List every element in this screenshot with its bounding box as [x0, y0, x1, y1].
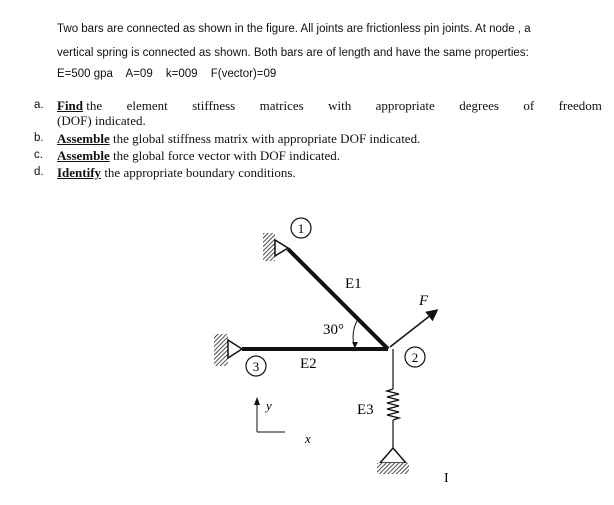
- task-a-word: matrices: [259, 98, 304, 113]
- prop-e: E=500 gpa: [57, 68, 113, 80]
- prop-f: F(vector)=09: [210, 68, 277, 80]
- coordinate-axes: [254, 397, 311, 446]
- task-a-word: of: [523, 98, 535, 113]
- task-c-verb: Assemble: [57, 148, 110, 163]
- task-c-text: the global force vector with DOF indicated.: [112, 148, 341, 163]
- task-a-word: element: [126, 98, 168, 113]
- task-a-word: the: [86, 98, 103, 113]
- wall-support-node-1: [263, 233, 288, 261]
- axis-y-label: y: [266, 398, 272, 413]
- force-arrow: [390, 311, 436, 347]
- spring-e3: [387, 349, 399, 448]
- text-cursor: I: [444, 471, 449, 486]
- task-b-marker: b.: [34, 132, 44, 144]
- angle-label: 30°: [323, 322, 344, 338]
- task-a-verb: Find: [57, 98, 84, 113]
- task-d-text: the appropriate boundary conditions.: [104, 165, 296, 180]
- node-1-label: 1: [297, 221, 305, 236]
- task-a-word: degrees: [459, 98, 499, 113]
- task-a-marker: a.: [34, 99, 44, 111]
- task-a-word: with: [328, 98, 352, 113]
- task-a-word: freedom: [558, 98, 602, 113]
- node-3-label: 3: [252, 359, 260, 374]
- ground-support: [377, 448, 409, 474]
- intro-line-1: Two bars are connected as shown in the figure. All joints are frictionless pin joints. At node , a: [57, 23, 531, 35]
- bar-e2-label: E2: [300, 356, 317, 372]
- wall-support-node-3: [214, 334, 242, 366]
- node-2: [405, 347, 425, 367]
- force-label: F: [419, 293, 429, 309]
- node-1: [291, 218, 311, 238]
- axis-x-label: x: [305, 431, 311, 446]
- node-3: [246, 356, 266, 376]
- task-c-marker: c.: [34, 149, 43, 161]
- intro-line-2: vertical spring is connected as shown. Both bars are of length and have the same properties:: [57, 47, 529, 59]
- spring-e3-label: E3: [357, 402, 374, 418]
- prop-k: k=009: [165, 68, 198, 80]
- node-2-label: 2: [411, 350, 419, 365]
- task-a-word: appropriate: [375, 98, 435, 113]
- task-a-line-2: (DOF) indicated.: [57, 113, 146, 128]
- task-b-verb: Assemble: [57, 131, 110, 146]
- task-d-verb: Identify: [57, 165, 102, 180]
- task-b-text: the global stiffness matrix with appropriate DOF indicated.: [112, 131, 421, 146]
- bar-e1-label: E1: [345, 276, 362, 292]
- prop-a: A=09: [125, 68, 153, 80]
- task-d-marker: d.: [34, 166, 44, 178]
- task-a-word: stiffness: [192, 98, 236, 113]
